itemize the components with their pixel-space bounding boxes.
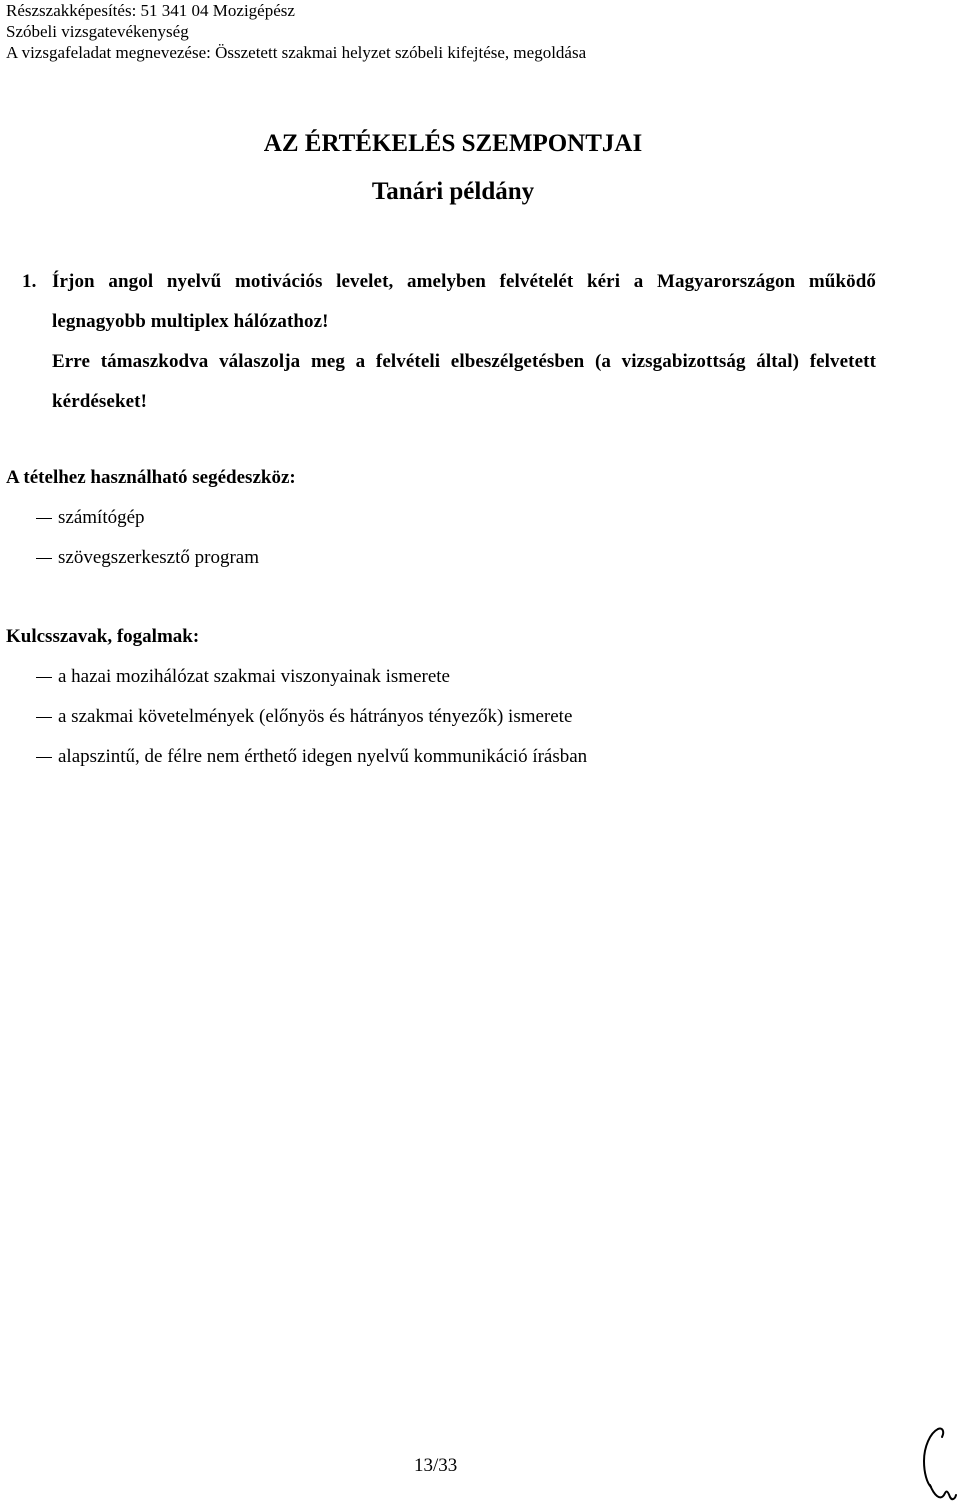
dash-bullet-icon [36,558,52,559]
list-item: számítógép [6,498,296,538]
keywords-section [6,617,587,777]
page-number: 13/33 [414,1455,458,1476]
document-header [6,0,586,63]
task-paragraph-1: Írjon angol nyelvű motivációs levelet, amelyben felvételét kéri a Magyarországon működő legnagyobb multiplex hálózathoz! [52,271,876,332]
page-title: AZ ÉRTÉKELÉS SZEMPONTJAI [263,130,643,157]
task-number: 1. [22,271,37,292]
header-qualification: Részszakképesítés: 51 341 04 Mozigépész [6,1,295,20]
tools-list [6,498,296,578]
tools-heading: A tételhez használható segédeszköz: [6,467,296,488]
task-block [22,262,876,422]
header-exam-activity: Szóbeli vizsgatevékenység [6,22,189,41]
keywords-list [6,657,587,777]
handwritten-signature-icon [918,1425,958,1503]
header-task-name: A vizsgafeladat megnevezése: Összetett szakmai helyzet szóbeli kifejtése, megoldása [6,43,587,62]
list-item: alapszintű, de félre nem érthető idegen nyelvű kommunikáció írásban [6,737,587,777]
dash-bullet-icon [36,717,52,718]
dash-bullet-icon [36,677,52,678]
page-subtitle: Tanári példány [371,178,535,205]
list-item: szövegszerkesztő program [6,538,296,578]
list-item: a hazai mozihálózat szakmai viszonyainak ismerete [6,657,587,697]
list-item: a szakmai követelmények (előnyös és hátrányos tényezők) ismerete [6,697,587,737]
task-paragraph-2: Erre támaszkodva válaszolja meg a felvételi elbeszélgetésben (a vizsgabizottság által) felvetett kérdéseket! [52,351,876,412]
dash-bullet-icon [36,757,52,758]
keywords-heading: Kulcsszavak, fogalmak: [6,626,200,647]
tools-section [6,458,296,578]
dash-bullet-icon [36,518,52,519]
